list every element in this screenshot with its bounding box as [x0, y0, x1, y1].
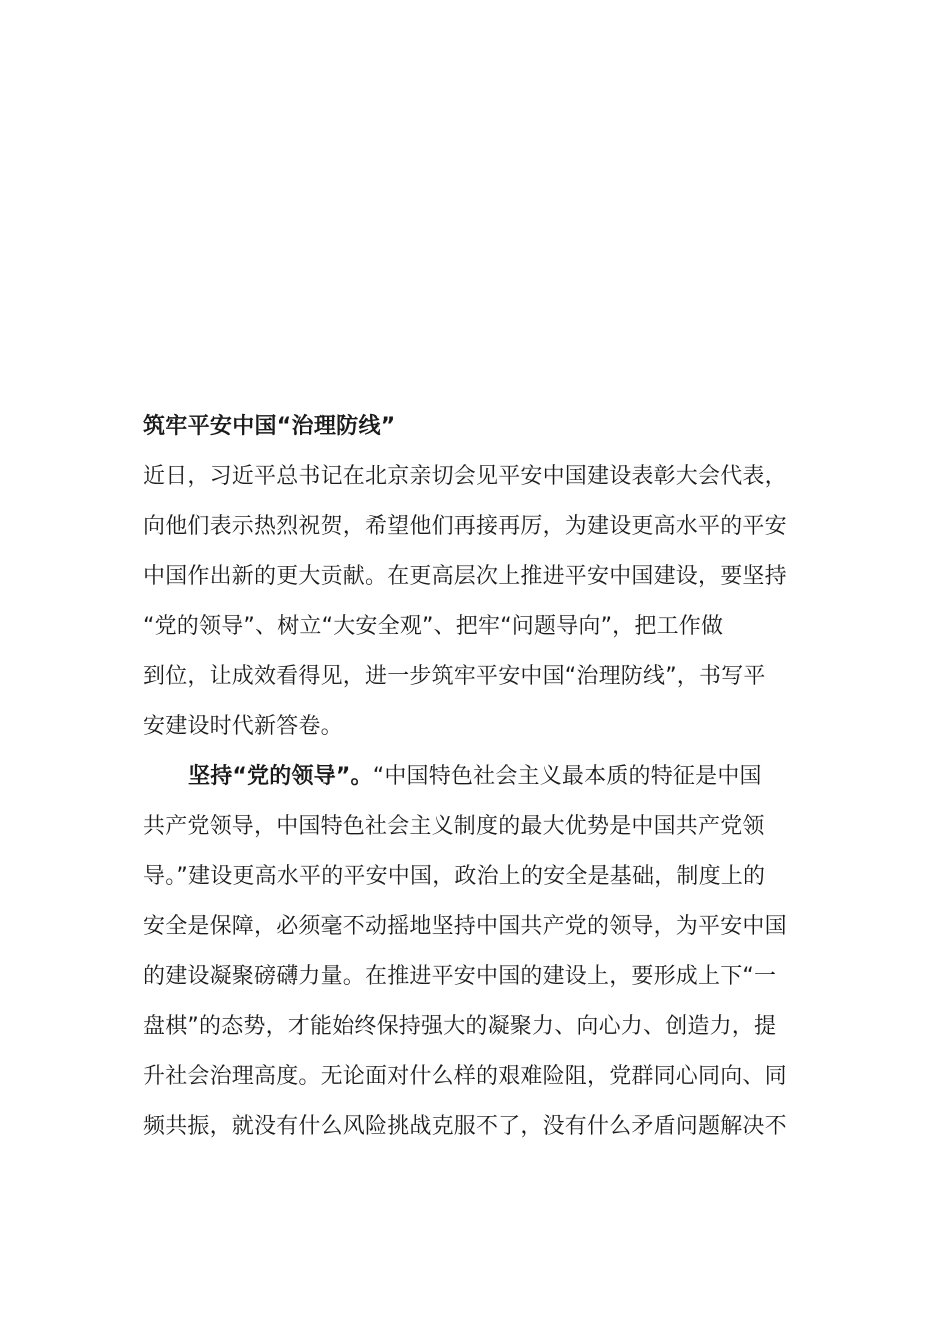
section-lead-heading: 坚持“党的领导”。 — [188, 764, 373, 789]
paragraph-line: 安建设时代新答卷。 — [143, 714, 343, 739]
paragraph-party-leadership — [143, 752, 795, 1152]
paragraph-line: 频共振，就没有什么风险挑战克服不了，没有什么矛盾问题解决不 — [143, 1114, 787, 1139]
paragraph-line: 共产党领导，中国特色社会主义制度的最大优势是中国共产党领 — [143, 814, 765, 839]
paragraph-line: 到位，让成效看得见，进一步筑牢平安中国“治理防线”，书写平 — [143, 664, 766, 689]
paragraph-line: 的建设凝聚磅礴力量。在推进平安中国的建设上，要形成上下“一 — [143, 964, 777, 989]
paragraph-line: 安全是保障，必须毫不动摇地坚持中国共产党的领导，为平安中国 — [143, 914, 787, 939]
article-title: 筑牢平安中国“治理防线” — [143, 414, 396, 439]
paragraph-line: 近日，习近平总书记在北京亲切会见平安中国建设表彰大会代表， — [143, 464, 787, 489]
paragraph-intro — [143, 452, 795, 752]
paragraph-line: 升社会治理高度。无论面对什么样的艰难险阻，党群同心同向、同 — [143, 1064, 787, 1089]
paragraph-line: 向他们表示热烈祝贺，希望他们再接再厉，为建设更高水平的平安 — [143, 514, 787, 539]
paragraph-first-line — [143, 752, 795, 802]
paragraph-line: 盘棋”的态势，才能始终保持强大的凝聚力、向心力、创造力，提 — [143, 1014, 777, 1039]
paragraph-line: 中国作出新的更大贡献。在更高层次上推进平安中国建设，要坚持 — [143, 564, 787, 589]
article-body — [143, 402, 795, 1152]
paragraph-line: 导。”建设更高水平的平安中国，政治上的安全是基础，制度上的 — [143, 864, 766, 889]
paragraph-line: “党的领导”、树立“大安全观”、把牢“问题导向”，把工作做 — [143, 614, 724, 639]
paragraph-line-text: “中国特色社会主义最本质的特征是中国 — [372, 764, 762, 789]
